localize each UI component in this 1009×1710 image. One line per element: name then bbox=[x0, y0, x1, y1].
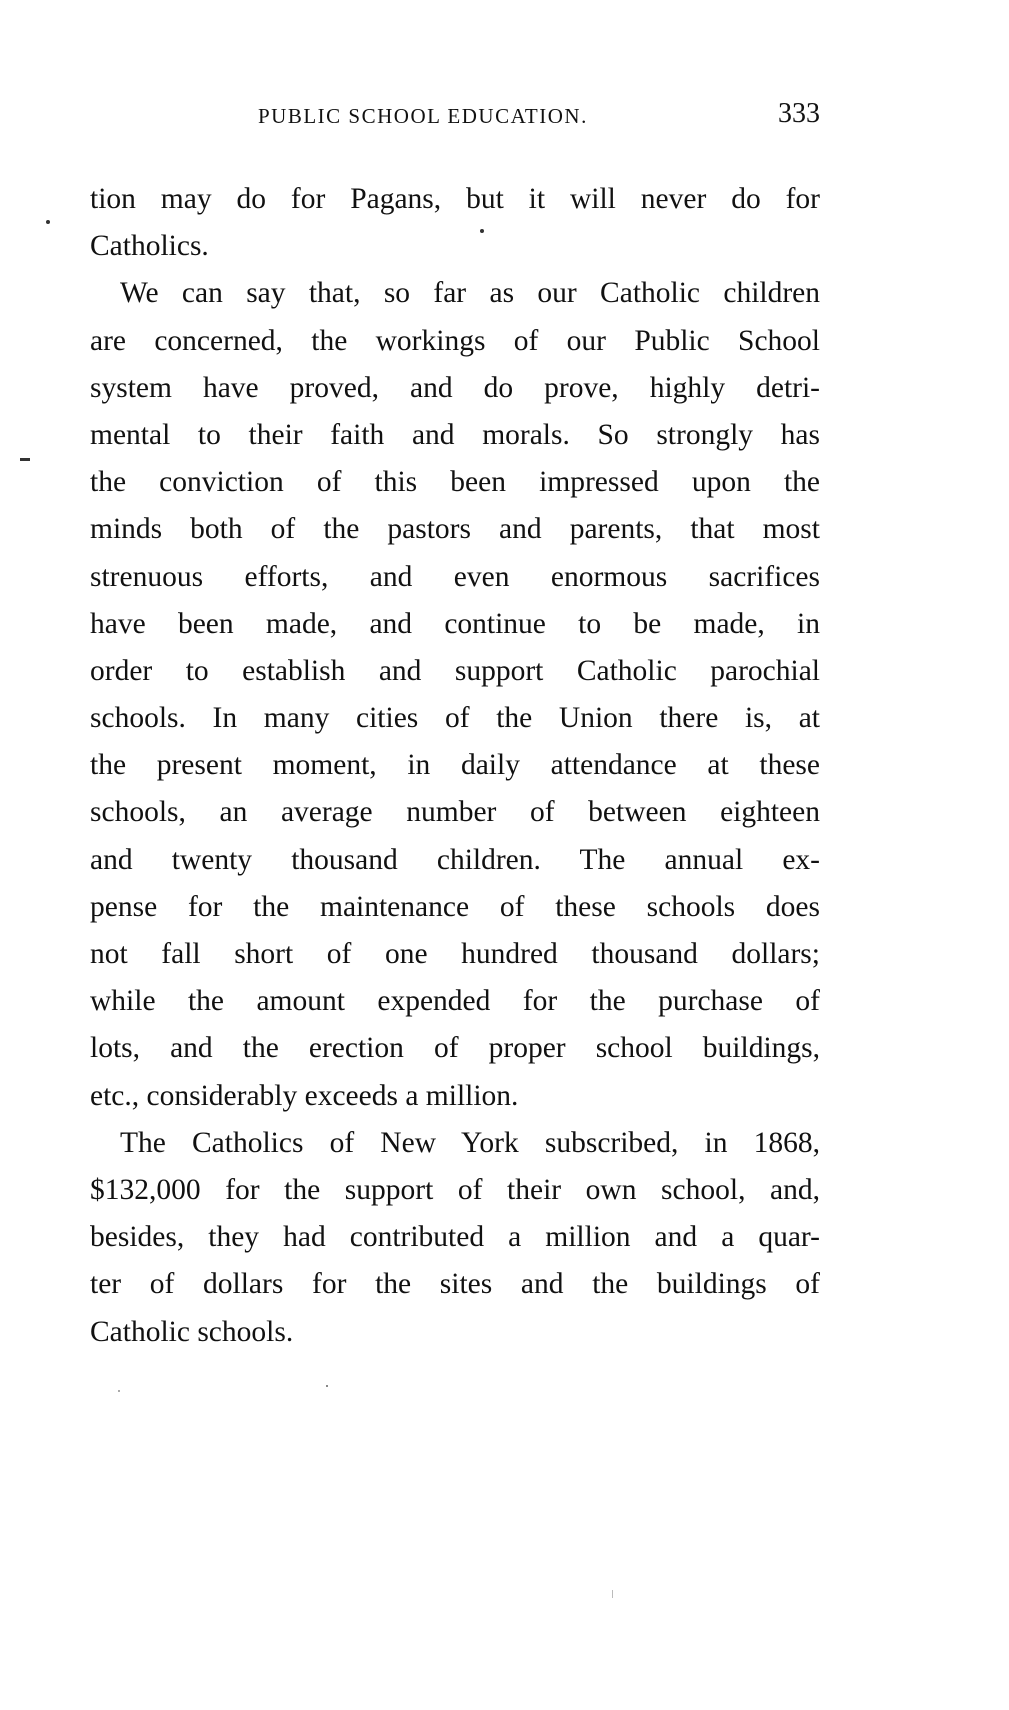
text-line: ter of dollars for the sites and the buildings of bbox=[90, 1268, 820, 1301]
scan-speck bbox=[480, 229, 484, 233]
text-line: lots, and the erection of proper school buildings, bbox=[90, 1032, 820, 1065]
running-title: PUBLIC SCHOOL EDUCATION. bbox=[258, 104, 588, 128]
text-line: etc., considerably exceeds a million. bbox=[90, 1079, 519, 1112]
text-line: strenuous efforts, and even enormous sacrifices bbox=[90, 560, 820, 593]
text-line: mental to their faith and morals. So strongly has bbox=[90, 418, 820, 451]
body-text bbox=[90, 176, 820, 1356]
text-line: Catholic schools. bbox=[90, 1315, 294, 1348]
paragraph-start-line: We can say that, so far as our Catholic children bbox=[120, 277, 820, 310]
text-line: system have proved, and do prove, highly detri- bbox=[90, 371, 820, 404]
text-line: $132,000 for the support of their own school, and, bbox=[90, 1173, 820, 1206]
text-line: besides, they had contributed a million and a quar- bbox=[90, 1221, 820, 1254]
scan-speck bbox=[326, 1385, 328, 1387]
text-line: schools. In many cities of the Union there is, at bbox=[90, 702, 820, 735]
text-line: schools, an average number of between eighteen bbox=[90, 796, 820, 829]
text-line: minds both of the pastors and parents, that most bbox=[90, 513, 820, 546]
text-line: and twenty thousand children. The annual ex- bbox=[90, 843, 820, 876]
running-head bbox=[90, 98, 820, 138]
paragraph-start-line: The Catholics of New York subscribed, in 1868, bbox=[120, 1126, 820, 1159]
text-line: the conviction of this been impressed upon the bbox=[90, 466, 820, 499]
scan-dash bbox=[20, 458, 30, 461]
text-line: Catholics. bbox=[90, 230, 209, 263]
scan-speck bbox=[118, 1390, 120, 1392]
text-line: tion may do for Pagans, but it will never do for bbox=[90, 183, 820, 215]
text-line: pense for the maintenance of these schools does bbox=[90, 890, 820, 923]
page-number: 333 bbox=[778, 98, 820, 129]
text-line: order to establish and support Catholic parochial bbox=[90, 654, 820, 687]
scan-speck bbox=[612, 1590, 613, 1598]
text-line: while the amount expended for the purchase of bbox=[90, 985, 820, 1018]
text-line: not fall short of one hundred thousand dollars; bbox=[90, 938, 820, 970]
text-line: are concerned, the workings of our Public School bbox=[90, 324, 820, 357]
text-line: the present moment, in daily attendance at these bbox=[90, 749, 820, 782]
text-line: have been made, and continue to be made, in bbox=[90, 607, 820, 640]
scan-speck bbox=[46, 220, 50, 224]
